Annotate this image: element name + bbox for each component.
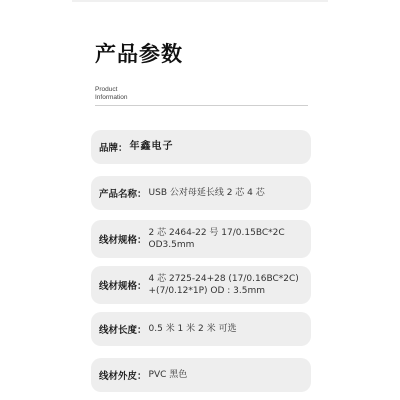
subtitle-line-information: Information (95, 93, 128, 101)
param-row-product-name (91, 176, 311, 210)
param-row-brand (91, 130, 311, 164)
param-value-line: OD3.5mm (148, 240, 195, 250)
param-label: 线材长度： (99, 325, 147, 336)
param-label: 品牌： (99, 143, 128, 154)
page-title: 产品参数 (95, 42, 183, 66)
param-value (149, 273, 299, 297)
param-value: USB 公对母延长线 2 芯 4 芯 (148, 188, 265, 198)
subtitle (95, 86, 128, 101)
subtitle-line-product: Product (95, 86, 118, 93)
param-label: 线材规格： (99, 281, 147, 292)
param-value-line: +(7/0.12*1P) OD : 3.5mm (148, 286, 266, 296)
top-edge-strip (72, 0, 328, 2)
param-row-wire-jacket (91, 358, 311, 392)
param-row-wire-length (91, 312, 311, 346)
param-label: 产品名称： (99, 189, 147, 200)
header-divider (95, 105, 308, 106)
param-value-line: 4 芯 2725-24+28 (17/0.16BC*2C) (148, 274, 299, 284)
param-label: 线材规格： (99, 235, 147, 246)
param-label: 线材外皮： (99, 371, 147, 382)
param-value: 0.5 米 1 米 2 米 可选 (148, 324, 237, 334)
param-value-line: 2 芯 2464-22 号 17/0.15BC*2C (148, 228, 285, 238)
param-value: 年鑫电子 (129, 141, 174, 152)
param-row-wire-spec-2core (91, 220, 311, 258)
param-value (149, 227, 285, 251)
param-row-wire-spec-4core (91, 266, 311, 304)
param-value: PVC 黑色 (148, 370, 188, 380)
